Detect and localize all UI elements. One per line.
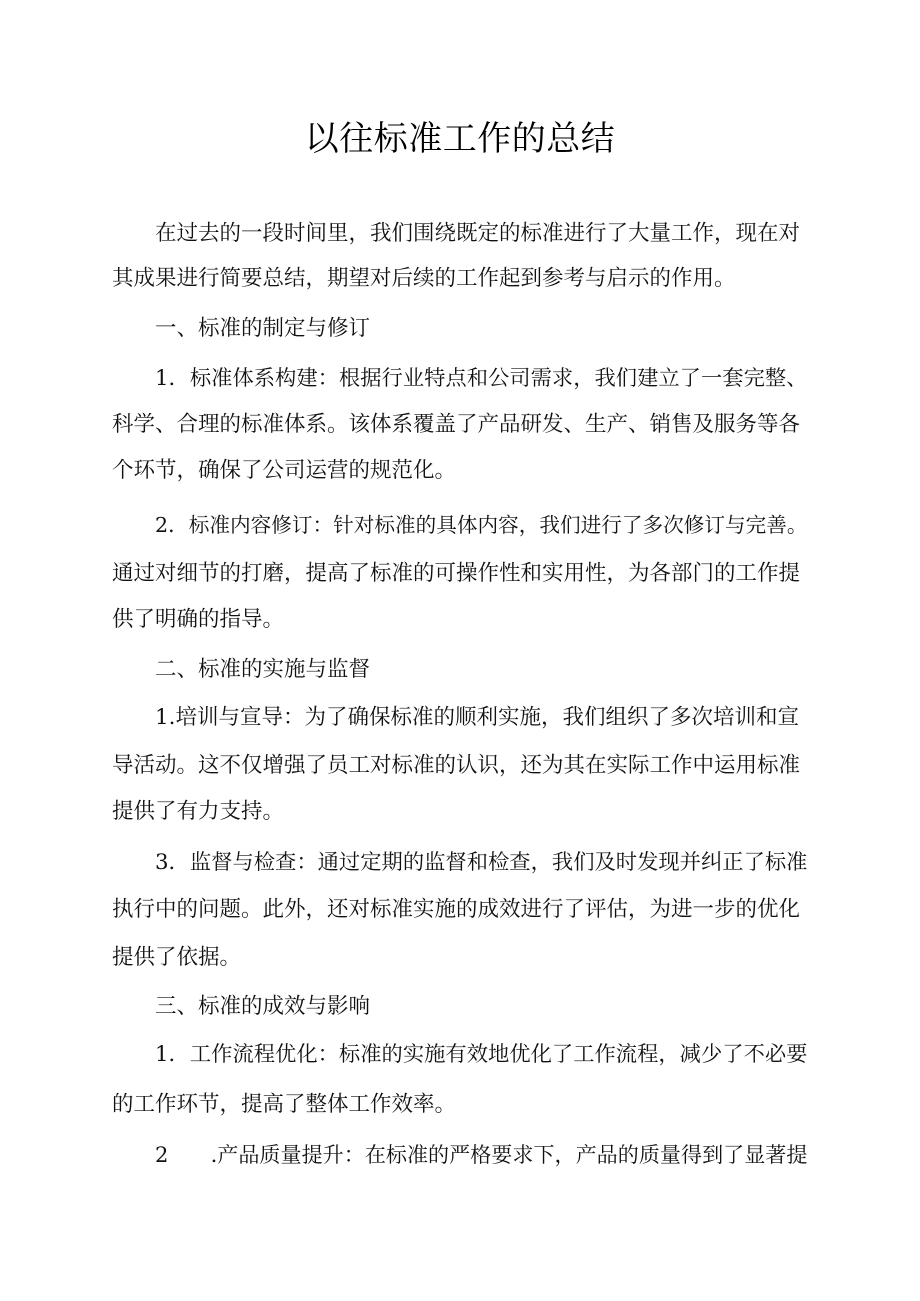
paragraph-line: 科学、合理的标准体系。该体系覆盖了产品研发、生产、销售及服务等各 bbox=[112, 412, 801, 437]
document-title: 以往标准工作的总结 bbox=[304, 119, 616, 159]
paragraph-line: 通过对细节的打磨，提高了标准的可操作性和实用性，为各部门的工作提 bbox=[112, 561, 801, 586]
paragraph-line: 提供了依据。 bbox=[112, 945, 242, 970]
paragraph-line: 个环节，确保了公司运营的规范化。 bbox=[112, 458, 457, 483]
paragraph-line: 供了明确的指导。 bbox=[112, 607, 285, 632]
paragraph-line: 2 .产品质量提升：在标准的严格要求下，产品的质量得到了显著提 bbox=[155, 1142, 808, 1167]
paragraph-line: 在过去的一段时间里，我们围绕既定的标准进行了大量工作，现在对 bbox=[155, 221, 801, 246]
paragraph-line: 提供了有力支持。 bbox=[112, 799, 285, 824]
paragraph-line: 导活动。这不仅增强了员工对标准的认识，还为其在实际工作中运用标准 bbox=[112, 753, 801, 778]
section-heading: 三、标准的成效与影响 bbox=[155, 994, 371, 1019]
paragraph-line: 2．标准内容修订：针对标准的具体内容，我们进行了多次修订与完善。 bbox=[155, 513, 808, 537]
paragraph-line: 1．标准体系构建：根据行业特点和公司需求，我们建立了一套完整、 bbox=[155, 366, 808, 391]
paragraph-line: 1.培训与宣导：为了确保标准的顺利实施，我们组织了多次培训和宣 bbox=[155, 705, 800, 730]
paragraph-line: 1．工作流程优化：标准的实施有效地优化了工作流程，减少了不必要 bbox=[155, 1042, 808, 1067]
paragraph-line: 其成果进行简要总结，期望对后续的工作起到参考与启示的作用。 bbox=[112, 266, 736, 291]
paragraph-line: 的工作环节，提高了整体工作效率。 bbox=[112, 1092, 457, 1117]
section-heading: 二、标准的实施与监督 bbox=[155, 657, 371, 682]
section-heading: 一、标准的制定与修订 bbox=[155, 316, 371, 341]
paragraph-line: 3．监督与检查：通过定期的监督和检查，我们及时发现并纠正了标准 bbox=[155, 850, 808, 875]
paragraph-line: 执行中的问题。此外，还对标准实施的成效进行了评估，为进一步的优化 bbox=[112, 897, 801, 922]
